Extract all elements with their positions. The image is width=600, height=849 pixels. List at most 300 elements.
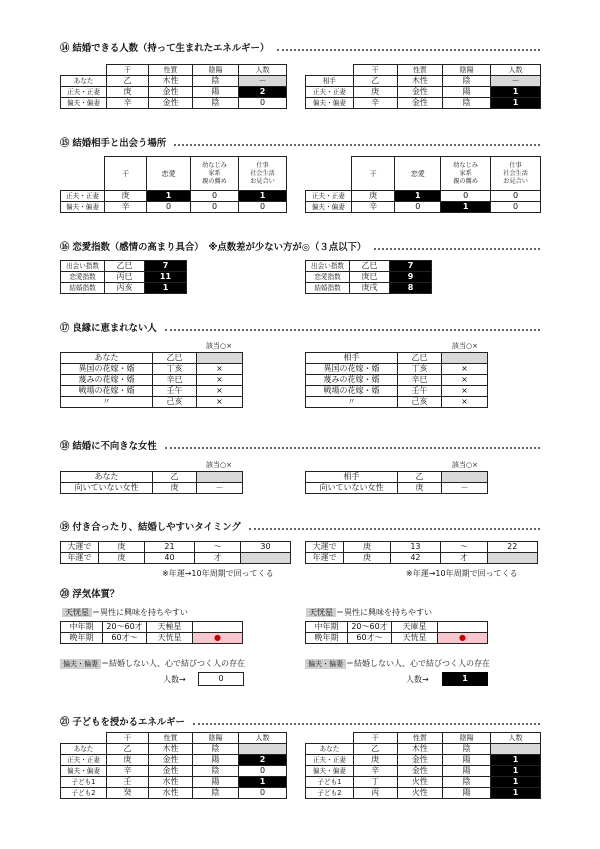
- s17-left-table: [60, 352, 243, 408]
- table-cell: ×: [442, 375, 488, 386]
- table-cell: 庚: [353, 87, 397, 98]
- table-cell: 陰: [193, 98, 239, 109]
- table-cell: 30: [241, 542, 291, 553]
- s15-right-table: [305, 156, 541, 213]
- table-row: [306, 553, 538, 564]
- s20-right-intro: 天恍星 ＝異性に興味を持ちやすい: [306, 607, 432, 618]
- s17-left-tag: 該当○×: [206, 342, 232, 350]
- table-row: [306, 261, 432, 272]
- table-row: [306, 744, 541, 755]
- table-cell: 天極星: [147, 622, 193, 633]
- s20-left-sub: 偏夫・偏妻 ＝結婚しない人、心で結びつく人の存在: [60, 658, 245, 669]
- table-row: [61, 375, 243, 386]
- table-cell: 乙: [107, 744, 149, 755]
- table-cell: 丁亥: [153, 364, 197, 375]
- table-cell: 1: [239, 191, 287, 202]
- table-cell: 0: [239, 98, 287, 109]
- table-row: [61, 283, 187, 294]
- table-cell: 偏夫・偏妻: [61, 202, 105, 213]
- table-cell: 金性: [397, 98, 443, 109]
- table-cell: [491, 744, 541, 755]
- table-cell: 丙: [353, 788, 397, 799]
- table-cell: 仕事 社会生活 お見合い: [239, 157, 287, 191]
- table-row: [306, 483, 488, 494]
- table-cell: 13: [390, 542, 440, 553]
- table-cell: 己亥: [153, 397, 197, 408]
- table-cell: 乙: [107, 76, 149, 87]
- table-cell: 晩年期: [61, 633, 103, 644]
- table-cell: [306, 733, 354, 744]
- table-cell: 乙巳: [350, 261, 390, 272]
- table-cell: 60才～: [103, 633, 147, 644]
- table-cell: 戦場の花嫁・婿: [306, 386, 398, 397]
- table-cell: 恋愛: [147, 157, 191, 191]
- table-cell: 1: [491, 766, 541, 777]
- s20-right-count-label: 人数→: [406, 675, 429, 684]
- table-cell: －: [491, 76, 541, 87]
- table-row: [61, 633, 243, 644]
- table-cell: [306, 157, 352, 191]
- table-cell: 結婚指数: [61, 283, 105, 294]
- table-cell: 庚: [105, 191, 147, 202]
- table-row: [306, 397, 488, 408]
- table-cell: 乙巳: [398, 353, 442, 364]
- table-cell: [306, 65, 354, 76]
- table-cell: 恋愛指数: [61, 272, 105, 283]
- table-row: [61, 87, 287, 98]
- table-cell: 人数: [239, 65, 287, 76]
- section-16: [60, 239, 540, 253]
- table-cell: 辛: [351, 202, 395, 213]
- table-row: [61, 261, 187, 272]
- s21-left-table: [60, 732, 287, 799]
- table-cell: 火性: [397, 788, 443, 799]
- table-cell: 金性: [149, 755, 193, 766]
- table-cell: 才: [441, 553, 487, 564]
- table-row: [306, 386, 488, 397]
- table-cell: 陰: [443, 744, 491, 755]
- table-cell: 2: [239, 755, 287, 766]
- table-cell: 恋愛指数: [306, 272, 350, 283]
- table-cell: [487, 553, 537, 564]
- table-cell: 木性: [397, 744, 443, 755]
- s19-left-note: ※年運→10年周期で回ってくる: [162, 569, 274, 578]
- table-row: [61, 364, 243, 375]
- table-cell: 異国の花嫁・婿: [306, 364, 398, 375]
- s20-right-count: 1: [442, 672, 488, 686]
- table-cell: [442, 472, 488, 483]
- table-cell: 庚: [344, 553, 390, 564]
- s20-left-count: 0: [198, 672, 244, 686]
- table-cell: ～: [195, 542, 241, 553]
- table-cell: 乙巳: [153, 353, 197, 364]
- table-cell: 金性: [149, 766, 193, 777]
- s16-right-table: [305, 260, 432, 294]
- table-cell: 1: [441, 202, 491, 213]
- table-cell: 性質: [397, 65, 443, 76]
- table-cell: －: [239, 76, 287, 87]
- s20-left-intro: 天恍星 ＝異性に興味を持ちやすい: [62, 607, 188, 618]
- table-cell: 干: [105, 157, 147, 191]
- table-cell: 11: [145, 272, 187, 283]
- table-row: [306, 283, 432, 294]
- table-cell: 陰: [193, 744, 239, 755]
- table-cell: 陰: [443, 98, 491, 109]
- table-cell: ●: [438, 633, 488, 644]
- table-cell: 異国の花嫁・婿: [61, 364, 153, 375]
- table-cell: 才: [195, 553, 241, 564]
- s20-right-sub: 偏夫・偏妻 ＝結婚しない人、心で結びつく人の存在: [305, 658, 490, 669]
- table-cell: 性質: [149, 733, 193, 744]
- table-cell: 偏夫・偏妻: [61, 766, 107, 777]
- s14-right-table: [305, 64, 541, 109]
- table-cell: 20～60才: [103, 622, 147, 633]
- table-cell: 丙亥: [105, 283, 145, 294]
- table-cell: 21: [145, 542, 195, 553]
- table-cell: [61, 65, 107, 76]
- table-row: [61, 76, 287, 87]
- table-cell: 42: [390, 553, 440, 564]
- table-cell: 〃: [61, 397, 153, 408]
- table-cell: 恋愛: [395, 157, 441, 191]
- table-cell: 中年期: [306, 622, 348, 633]
- table-cell: 干: [107, 65, 149, 76]
- table-row: [61, 542, 291, 553]
- table-row: [306, 65, 541, 76]
- table-cell: ×: [197, 364, 243, 375]
- s20-left-table: [60, 621, 243, 644]
- table-cell: 木性: [149, 76, 193, 87]
- table-cell: 9: [390, 272, 432, 283]
- table-cell: 偏夫・偏妻: [306, 98, 354, 109]
- table-cell: 7: [390, 261, 432, 272]
- table-cell: 庚: [99, 553, 145, 564]
- table-cell: 子ども2: [61, 788, 107, 799]
- section-15: [60, 135, 540, 149]
- table-cell: 火性: [397, 777, 443, 788]
- s16-left-table: [60, 260, 187, 294]
- table-row: [306, 76, 541, 87]
- section-15-title: ⑮ 結婚相手と出会う場所: [60, 135, 540, 149]
- table-cell: 0: [147, 202, 191, 213]
- table-row: [61, 744, 287, 755]
- section-19: [60, 519, 540, 533]
- table-cell: 壬午: [153, 386, 197, 397]
- table-cell: [61, 733, 107, 744]
- table-cell: 晩年期: [306, 633, 348, 644]
- table-cell: 木性: [149, 744, 193, 755]
- table-cell: 人数: [491, 733, 541, 744]
- table-cell: 天庫星: [392, 622, 438, 633]
- table-row: [306, 191, 541, 202]
- table-cell: 0: [491, 202, 541, 213]
- table-cell: 干: [353, 733, 397, 744]
- table-cell: 陽: [193, 777, 239, 788]
- table-cell: 中年期: [61, 622, 103, 633]
- table-cell: 干: [107, 733, 149, 744]
- table-cell: 正夫・正妻: [306, 755, 354, 766]
- s19-left-table: [60, 541, 291, 564]
- table-cell: ×: [197, 397, 243, 408]
- section-16-title: ⑯ 恋愛指数（感情の高まり具合） ※点数差が少ない方が◎（３点以下）: [60, 239, 540, 253]
- table-cell: 乙: [353, 744, 397, 755]
- table-cell: 人数: [239, 733, 287, 744]
- table-row: [306, 622, 488, 633]
- table-cell: 陰: [193, 788, 239, 799]
- table-cell: 相手: [306, 353, 398, 364]
- table-cell: 陽: [443, 755, 491, 766]
- table-cell: [193, 622, 243, 633]
- table-cell: 陰陽: [443, 733, 491, 744]
- table-cell: 蔑みの花嫁・婿: [306, 375, 398, 386]
- table-row: [306, 87, 541, 98]
- table-cell: 0: [491, 191, 541, 202]
- table-cell: 0: [239, 788, 287, 799]
- table-cell: [239, 744, 287, 755]
- table-cell: 陰: [193, 76, 239, 87]
- s20-right-table: [305, 621, 488, 644]
- table-cell: 陰: [443, 777, 491, 788]
- table-cell: 辛: [353, 766, 397, 777]
- s20-left-count-label: 人数→: [163, 675, 186, 684]
- table-row: [306, 202, 541, 213]
- table-cell: 向いていない女性: [306, 483, 398, 494]
- table-cell: 結婚指数: [306, 283, 350, 294]
- table-cell: 陽: [443, 788, 491, 799]
- table-cell: 性質: [397, 733, 443, 744]
- table-cell: 子ども1: [61, 777, 107, 788]
- table-row: [306, 364, 488, 375]
- table-row: [61, 65, 287, 76]
- table-cell: 性質: [149, 65, 193, 76]
- table-cell: 丁亥: [398, 364, 442, 375]
- table-cell: 幼なじみ 家系 親の薦め: [441, 157, 491, 191]
- table-row: [61, 483, 243, 494]
- table-cell: 60才～: [348, 633, 392, 644]
- table-cell: 1: [395, 191, 441, 202]
- table-cell: 相手: [306, 472, 398, 483]
- s18-left-tag: 該当○×: [206, 461, 232, 469]
- table-cell: 壬午: [398, 386, 442, 397]
- table-cell: 正夫・正妻: [61, 87, 107, 98]
- table-cell: 2: [239, 87, 287, 98]
- table-cell: 辛: [107, 766, 149, 777]
- table-cell: 出会い指数: [61, 261, 105, 272]
- table-cell: 陰陽: [443, 65, 491, 76]
- table-row: [306, 766, 541, 777]
- table-row: [61, 272, 187, 283]
- table-cell: 年運で: [61, 553, 99, 564]
- table-cell: 陰: [193, 766, 239, 777]
- table-cell: ×: [442, 364, 488, 375]
- section-17-title: ⑰ 良縁に恵まれない人: [60, 320, 540, 334]
- table-cell: 幼なじみ 家系 親の薦め: [191, 157, 239, 191]
- table-cell: ×: [442, 397, 488, 408]
- table-cell: 癸: [107, 788, 149, 799]
- table-cell: 金性: [397, 755, 443, 766]
- table-cell: [61, 157, 105, 191]
- table-row: [61, 397, 243, 408]
- s18-right-tag: 該当○×: [452, 461, 478, 469]
- s19-right-table: [305, 541, 538, 564]
- table-cell: 陰: [443, 76, 491, 87]
- table-cell: [197, 353, 243, 364]
- table-cell: 辛巳: [153, 375, 197, 386]
- table-cell: 正夫・正妻: [61, 191, 105, 202]
- table-cell: 1: [491, 87, 541, 98]
- table-cell: 向いていない女性: [61, 483, 153, 494]
- table-cell: [197, 472, 243, 483]
- section-21: [60, 714, 540, 728]
- table-cell: 蔑みの花嫁・婿: [61, 375, 153, 386]
- table-row: [306, 98, 541, 109]
- table-row: [61, 553, 291, 564]
- table-cell: 1: [491, 777, 541, 788]
- table-cell: 辛: [105, 202, 147, 213]
- table-cell: あなた: [306, 744, 354, 755]
- table-cell: 0: [191, 191, 239, 202]
- s19-right-note: ※年運→10年周期で回ってくる: [406, 569, 518, 578]
- table-cell: 水性: [149, 777, 193, 788]
- section-18: [60, 438, 540, 452]
- table-cell: ×: [442, 386, 488, 397]
- table-cell: 金性: [149, 98, 193, 109]
- section-21-title: ㉑ 子どもを授かるエネルギー: [60, 714, 540, 728]
- s17-right-tag: 該当○×: [452, 342, 478, 350]
- section-18-title: ⑱ 結婚に不向きな女性: [60, 438, 540, 452]
- table-cell: 1: [491, 98, 541, 109]
- table-cell: 0: [395, 202, 441, 213]
- table-row: [61, 766, 287, 777]
- table-cell: 乙: [398, 472, 442, 483]
- table-cell: 1: [239, 777, 287, 788]
- table-cell: 子ども2: [306, 788, 354, 799]
- table-row: [61, 353, 243, 364]
- table-row: [306, 777, 541, 788]
- table-cell: 壬: [107, 777, 149, 788]
- table-row: [306, 788, 541, 799]
- table-cell: 陰陽: [193, 733, 239, 744]
- table-cell: [438, 622, 488, 633]
- table-cell: 0: [441, 191, 491, 202]
- s15-left-table: [60, 156, 287, 213]
- table-cell: 干: [351, 157, 395, 191]
- table-row: [306, 353, 488, 364]
- table-cell: 大運で: [61, 542, 99, 553]
- table-cell: 辛巳: [398, 375, 442, 386]
- table-cell: 庚巳: [350, 272, 390, 283]
- table-cell: 乙: [153, 472, 197, 483]
- table-row: [306, 755, 541, 766]
- table-cell: 0: [239, 766, 287, 777]
- table-row: [61, 386, 243, 397]
- table-cell: あなた: [61, 353, 153, 364]
- table-row: [61, 472, 243, 483]
- table-cell: 正夫・正妻: [61, 755, 107, 766]
- table-cell: 偏夫・偏妻: [306, 766, 354, 777]
- table-row: [306, 272, 432, 283]
- table-cell: 人数: [491, 65, 541, 76]
- table-cell: ×: [197, 386, 243, 397]
- table-cell: 20～60才: [348, 622, 392, 633]
- table-cell: 辛: [353, 98, 397, 109]
- table-cell: 干: [353, 65, 397, 76]
- table-cell: 水性: [149, 788, 193, 799]
- section-19-title: ⑲ 付き合ったり、結婚しやすいタイミング: [60, 519, 540, 533]
- table-cell: 1: [145, 283, 187, 294]
- table-cell: 庚: [398, 483, 442, 494]
- table-row: [306, 633, 488, 644]
- table-cell: 乙巳: [105, 261, 145, 272]
- table-row: [306, 375, 488, 386]
- s18-right-table: [305, 471, 488, 494]
- table-cell: 仕事 社会生活 お見合い: [491, 157, 541, 191]
- s17-right-table: [305, 352, 488, 408]
- section-17: [60, 320, 540, 334]
- table-cell: 出会い指数: [306, 261, 350, 272]
- table-row: [61, 622, 243, 633]
- table-cell: 相手: [306, 76, 354, 87]
- table-cell: 金性: [397, 87, 443, 98]
- table-cell: 大運で: [306, 542, 344, 553]
- table-cell: 金性: [397, 766, 443, 777]
- table-cell: 天恍星: [392, 633, 438, 644]
- table-row: [61, 191, 287, 202]
- table-cell: 戦場の花嫁・婿: [61, 386, 153, 397]
- table-cell: 年運で: [306, 553, 344, 564]
- table-cell: 偏夫・偏妻: [61, 98, 107, 109]
- table-cell: 〃: [306, 397, 398, 408]
- table-row: [306, 157, 541, 191]
- table-cell: 丁: [353, 777, 397, 788]
- section-20-title: ⑳ 浮気体質？: [60, 589, 120, 600]
- s18-left-table: [60, 471, 243, 494]
- table-cell: [442, 353, 488, 364]
- table-cell: 0: [191, 202, 239, 213]
- table-row: [306, 472, 488, 483]
- table-cell: 己亥: [398, 397, 442, 408]
- table-cell: 辛: [107, 98, 149, 109]
- table-cell: 庚: [351, 191, 395, 202]
- table-cell: 8: [390, 283, 432, 294]
- table-row: [61, 733, 287, 744]
- table-row: [61, 157, 287, 191]
- table-row: [61, 202, 287, 213]
- table-row: [306, 733, 541, 744]
- table-cell: 陰陽: [193, 65, 239, 76]
- s14-left-table: [60, 64, 287, 109]
- table-cell: 正夫・正妻: [306, 191, 352, 202]
- section-20: [60, 586, 540, 600]
- section-14-title: ⑭ 結婚できる人数（持って生まれたエネルギー）: [60, 40, 540, 54]
- table-cell: 金性: [149, 87, 193, 98]
- table-cell: 偏夫・偏妻: [306, 202, 352, 213]
- table-cell: 40: [145, 553, 195, 564]
- table-row: [306, 542, 538, 553]
- table-cell: ×: [197, 375, 243, 386]
- table-cell: 庚戌: [350, 283, 390, 294]
- table-cell: 木性: [397, 76, 443, 87]
- table-cell: －: [197, 483, 243, 494]
- table-row: [61, 788, 287, 799]
- table-cell: あなた: [61, 744, 107, 755]
- table-row: [61, 777, 287, 788]
- table-cell: 子ども1: [306, 777, 354, 788]
- table-cell: ～: [441, 542, 487, 553]
- table-cell: 天恍星: [147, 633, 193, 644]
- table-cell: 正夫・正妻: [306, 87, 354, 98]
- section-14: [60, 40, 540, 54]
